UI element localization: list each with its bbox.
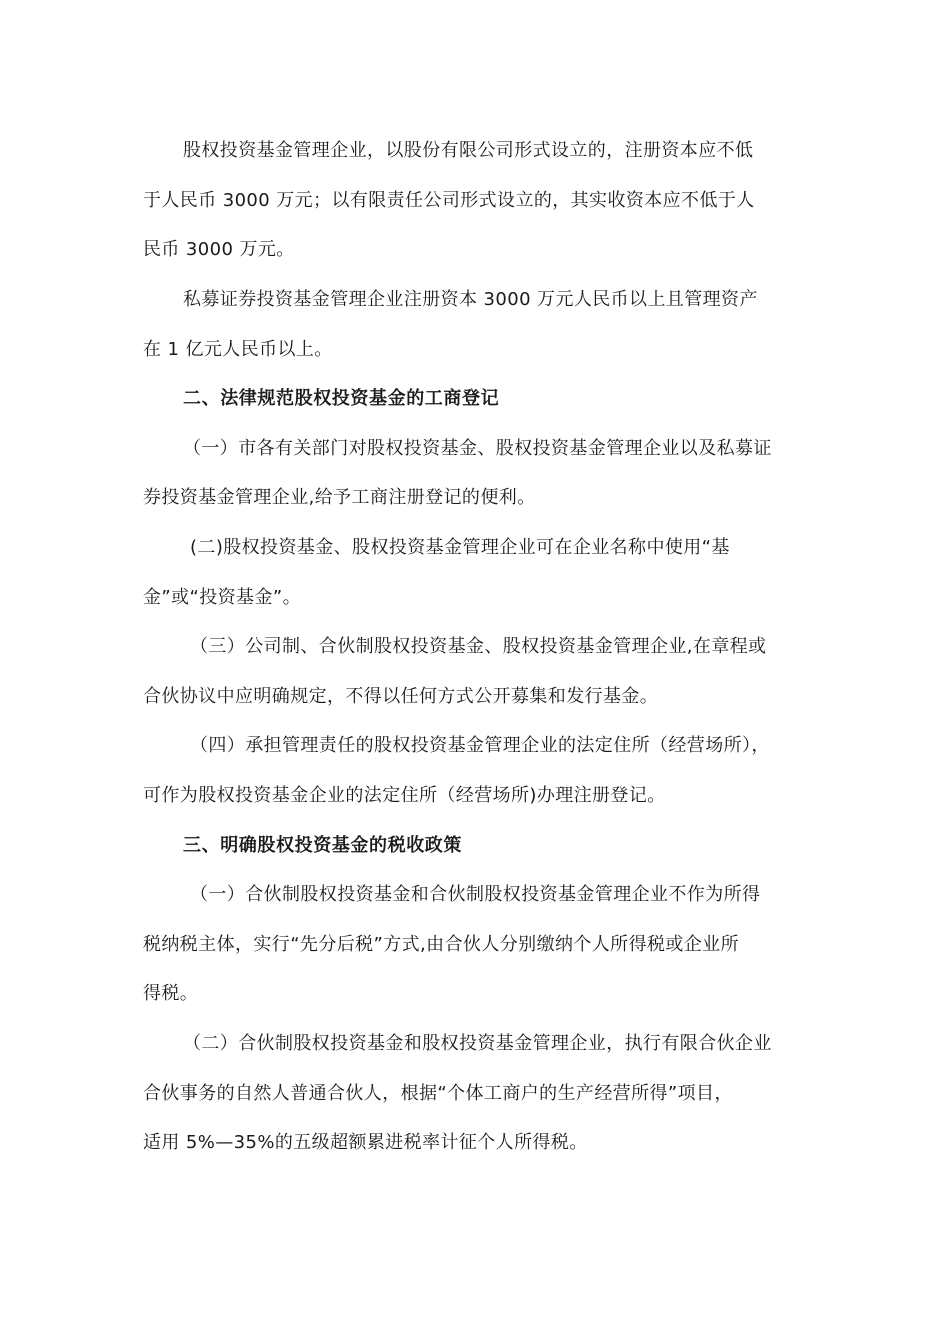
paragraph-2-line-2: 在 1 亿元人民币以上。: [143, 339, 333, 360]
paragraph-5-line-1: （三）公司制、合伙制股权投资基金、股权投资基金管理企业,在章程或: [190, 636, 767, 657]
paragraph-5-line-2: 合伙协议中应明确规定，不得以任何方式公开募集和发行基金。: [143, 686, 659, 707]
section-heading-2: 二、法律规范股权投资基金的工商登记: [183, 388, 500, 409]
paragraph-1-line-2: 于人民币 3000 万元；以有限责任公司形式设立的，其实收资本应不低于人: [143, 190, 755, 211]
paragraph-8-line-3: 适用 5%—35%的五级超额累进税率计征个人所得税。: [143, 1132, 588, 1153]
paragraph-2-line-1: 私募证券投资基金管理企业注册资本 3000 万元人民币以上且管理资产: [183, 289, 758, 310]
paragraph-6-line-1: （四）承担管理责任的股权投资基金管理企业的法定住所（经营场所），: [190, 735, 770, 756]
paragraph-8-line-1: （二）合伙制股权投资基金和股权投资基金管理企业，执行有限合伙企业: [183, 1033, 772, 1054]
paragraph-4-line-2: 金”或“投资基金”。: [143, 587, 301, 608]
paragraph-3-line-2: 券投资基金管理企业,给予工商注册登记的便利。: [143, 487, 536, 508]
paragraph-7-line-1: （一）合伙制股权投资基金和合伙制股权投资基金管理企业不作为所得: [190, 884, 761, 905]
paragraph-7-line-2: 税纳税主体，实行“先分后税”方式,由合伙人分别缴纳个人所得税或企业所: [143, 934, 739, 955]
paragraph-4-line-1: (二)股权投资基金、股权投资基金管理企业可在企业名称中使用“基: [190, 537, 730, 558]
paragraph-1-line-3: 民币 3000 万元。: [143, 239, 295, 260]
paragraph-6-line-2: 可作为股权投资基金企业的法定住所（经营场所)办理注册登记。: [143, 785, 666, 806]
paragraph-3-line-1: （一）市各有关部门对股权投资基金、股权投资基金管理企业以及私募证: [183, 438, 772, 459]
paragraph-8-line-2: 合伙事务的自然人普通合伙人，根据“个体工商户的生产经营所得”项目，: [143, 1083, 733, 1104]
paragraph-1-line-1: 股权投资基金管理企业，以股份有限公司形式设立的，注册资本应不低: [183, 140, 754, 161]
section-heading-3: 三、明确股权投资基金的税收政策: [183, 835, 462, 856]
paragraph-7-line-3: 得税。: [143, 983, 199, 1004]
